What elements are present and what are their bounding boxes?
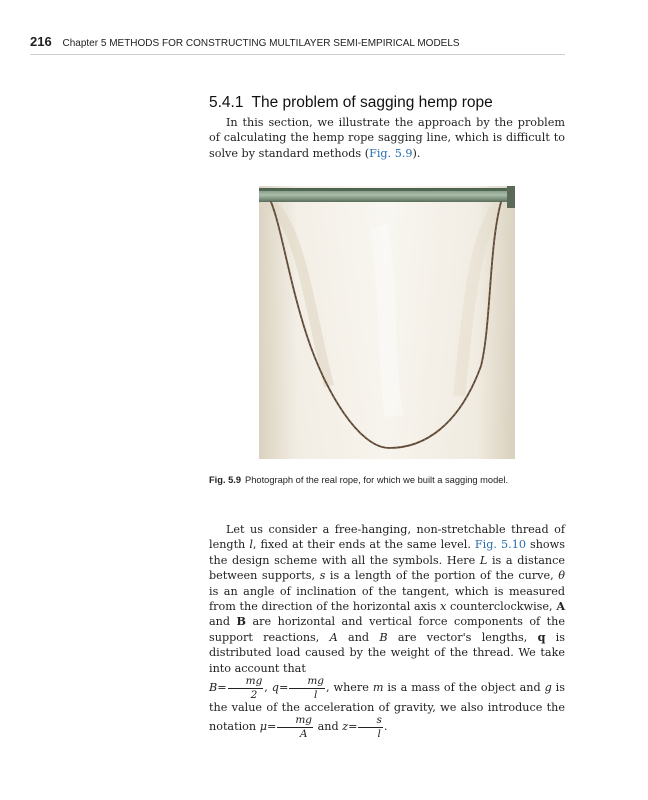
figure-ref-link[interactable]: Fig. 5.9: [369, 146, 413, 160]
body-text-4: is a distance between supports,: [209, 553, 565, 583]
fraction-denominator: l: [377, 727, 381, 740]
figure-label: Fig. 5.9: [209, 475, 242, 485]
chapter-label: Chapter 5: [62, 38, 107, 49]
body-text-9: are horizontal and vertical force components of the support reactions,: [209, 615, 566, 644]
formula-eq-1: =: [217, 681, 227, 695]
fraction-numerator: mg: [277, 715, 313, 728]
rope-photo-illustration: [259, 186, 515, 459]
figure-ref-link-2[interactable]: Fig. 5.10: [474, 538, 526, 552]
rope-photograph: [259, 186, 515, 459]
fraction-denominator: 2: [250, 688, 258, 701]
formula-eq-3: =: [266, 720, 277, 734]
body-text-2: , fixed at their ends at the same level.: [252, 538, 475, 552]
formula-comma: ,: [264, 681, 268, 695]
fraction-numerator: mg: [289, 676, 325, 689]
symbol-B-vector: B: [236, 614, 246, 629]
formula-z: z: [342, 720, 349, 734]
body-text-1: Let us consider a free-hanging, non-stretchable thread of length: [209, 523, 565, 552]
formula-B: B: [209, 681, 218, 695]
section-heading: [209, 94, 493, 112]
figure-caption: [209, 475, 508, 485]
fraction-s-l: [358, 715, 382, 739]
chapter-title: METHODS FOR CONSTRUCTING MULTILAYER SEMI-EMPIRICAL MODELS: [109, 38, 460, 49]
symbol-q-vector: q: [537, 629, 546, 644]
body-text-6: is an angle of inclination of the tangent, which is measured from the direction of the horizontal axis: [209, 584, 565, 614]
body-text-8: and: [209, 615, 237, 629]
body-text-7: counterclockwise,: [446, 600, 557, 614]
formula-q: q: [271, 681, 279, 695]
fraction-mg-2: [228, 676, 264, 700]
symbol-x: x: [440, 600, 447, 614]
body-text-14: is a mass of the object and: [383, 681, 545, 695]
fraction-denominator: A: [299, 727, 308, 740]
body-text-3: shows the design scheme with all the symbols. Here: [209, 538, 565, 567]
fraction-numerator: s: [358, 715, 382, 728]
section-title: The problem of sagging hemp rope: [251, 94, 493, 111]
body-text-13: , where: [326, 681, 373, 695]
symbol-m: m: [372, 681, 384, 695]
fraction-numerator: mg: [228, 676, 264, 689]
symbol-L: L: [479, 553, 488, 567]
intro-end: ).: [412, 146, 421, 160]
body-paragraph: [209, 522, 565, 739]
intro-text: In this section, we illustrate the approach by the problem of calculating the hemp rope sagging line, which is difficult to solve by standard methods (: [209, 116, 565, 160]
body-text-5: is a length of the portion of the curve,: [325, 569, 559, 583]
symbol-A-vector: A: [556, 599, 565, 614]
symbol-s: s: [319, 569, 326, 583]
formula-eq-2: =: [278, 681, 289, 695]
symbol-theta: θ: [558, 569, 565, 583]
section-number: 5.4.1: [209, 94, 244, 111]
body-text-16: and: [314, 720, 343, 734]
symbol-g: g: [544, 681, 552, 695]
intro-paragraph: [209, 115, 565, 161]
symbol-B: B: [379, 630, 388, 644]
fraction-denominator: l: [314, 688, 318, 701]
body-text-10: and: [337, 630, 380, 644]
running-head: [30, 34, 565, 55]
fraction-mg-A: [277, 715, 313, 739]
formula-eq-4: =: [348, 720, 358, 734]
body-text-17: .: [383, 720, 388, 734]
fraction-mg-l: [289, 676, 325, 700]
page-number: 216: [30, 34, 52, 49]
body-text-11: are vector's lengths,: [387, 630, 538, 644]
symbol-l: l: [249, 538, 253, 552]
caption-text: Photograph of the real rope, for which we built a sagging model.: [245, 475, 509, 485]
formula-mu: μ: [259, 720, 267, 734]
symbol-A: A: [329, 630, 338, 644]
body-text-12: is distributed load caused by the weight of the thread. We take into account that: [209, 630, 565, 675]
body-text-15: is the value of the acceleration of gravity, we also introduce the notation: [209, 681, 565, 734]
